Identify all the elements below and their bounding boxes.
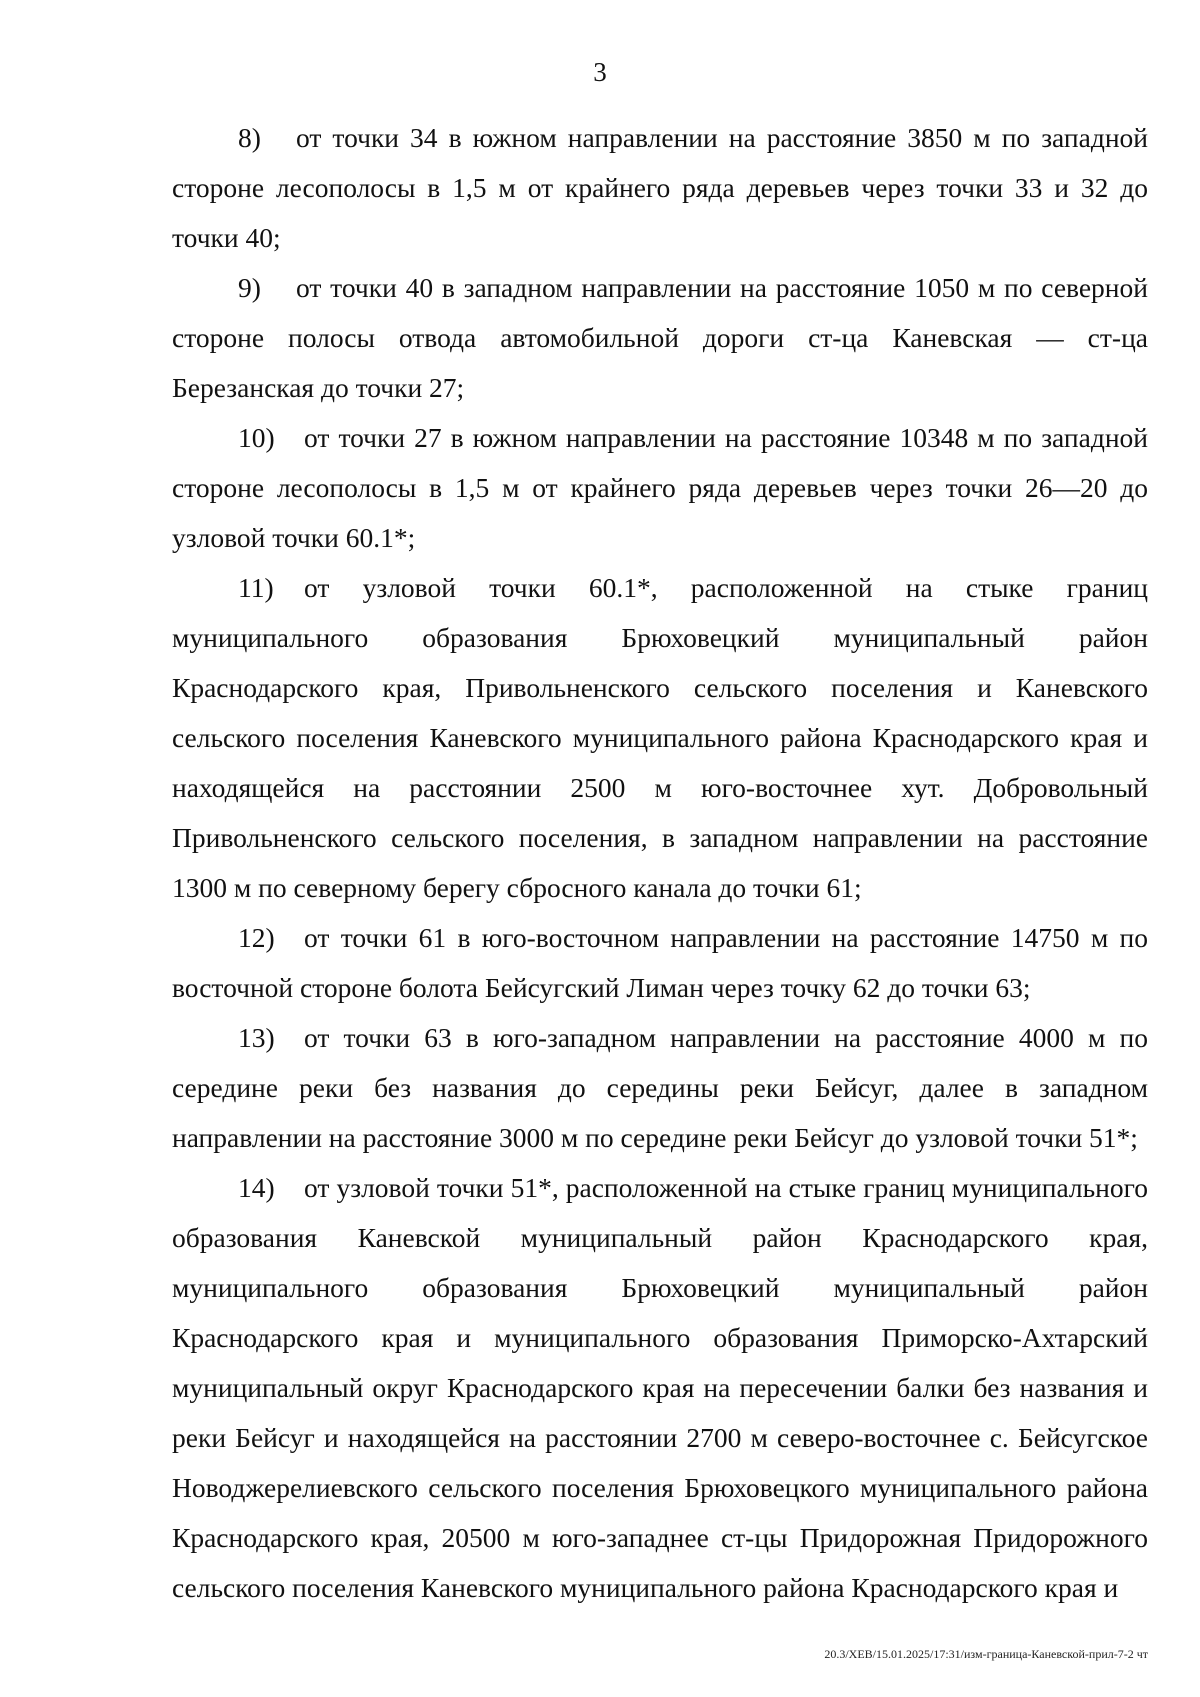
page-number: 3 [593, 57, 607, 87]
list-item [172, 113, 1148, 263]
item-text: от точки 27 в южном направлении на расстояние 10348 м по западной стороне лесополосы в 1,5 м от крайнего ряда деревьев через точки 26—20 до узловой точки 60.1*; [172, 422, 1148, 553]
document-footer-code: 20.3/ХЕВ/15.01.2025/17:31/изм-граница-Каневской-прил-7-2 чт [824, 1647, 1148, 1661]
item-text: от точки 40 в западном направлении на расстояние 1050 м по северной стороне полосы отвода автомобильной дороги ст-ца Каневская — ст-ца Березанская до точки 27; [172, 272, 1148, 403]
item-text: от узловой точки 60.1*, расположенной на стыке границ муниципального образования Брюховецкий муниципальный район Краснодарского края, Привольненского сельского поселения и Каневского сельского поселения Каневского муниципального района Краснодарского края и находящейся на расстоянии 2500 м юго-восточнее хут. Добровольный Привольненского сельского поселения, в западном направлении на расстояние 1300 м по северному берегу сбросного канала до точки 61; [172, 572, 1148, 903]
document-body [172, 113, 1148, 1613]
item-number: 11) [238, 572, 274, 603]
list-item [172, 413, 1148, 563]
list-item [172, 1163, 1148, 1613]
item-number: 12) [238, 922, 275, 953]
item-number: 14) [238, 1172, 275, 1203]
item-number: 10) [238, 422, 275, 453]
item-text: от узловой точки 51*, расположенной на стыке границ муниципального образования Каневской муниципальный район Краснодарского края, муниципального образования Брюховецкий муниципальный район Краснодарского края и муниципального образования Приморско-Ахтарский муниципальный округ Краснодарского края на пересечении балки без названия и реки Бейсуг и находящейся на расстоянии 2700 м северо-восточнее с. Бейсугское Новоджерелиевского сельского поселения Брюховецкого муниципального района Краснодарского края, 20500 м юго-западнее ст-цы Придорожная Придорожного сельского поселения Каневского муниципального района Краснодарского края и [172, 1172, 1148, 1603]
list-item [172, 913, 1148, 1013]
item-text: от точки 61 в юго-восточном направлении на расстояние 14750 м по восточной стороне болота Бейсугский Лиман через точку 62 до точки 63; [172, 922, 1148, 1003]
item-number: 8) [238, 122, 261, 153]
list-item [172, 263, 1148, 413]
item-text: от точки 34 в южном направлении на расстояние 3850 м по западной стороне лесополосы в 1,5 м от крайнего ряда деревьев через точки 33 и 32 до точки 40; [172, 122, 1148, 253]
list-item [172, 1013, 1148, 1163]
item-text: от точки 63 в юго-западном направлении на расстояние 4000 м по середине реки без названия до середины реки Бейсуг, далее в западном направлении на расстояние 3000 м по середине реки Бейсуг до узловой точки 51*; [172, 1022, 1148, 1153]
item-number: 13) [238, 1022, 275, 1053]
item-number: 9) [238, 272, 261, 303]
list-item [172, 563, 1148, 913]
